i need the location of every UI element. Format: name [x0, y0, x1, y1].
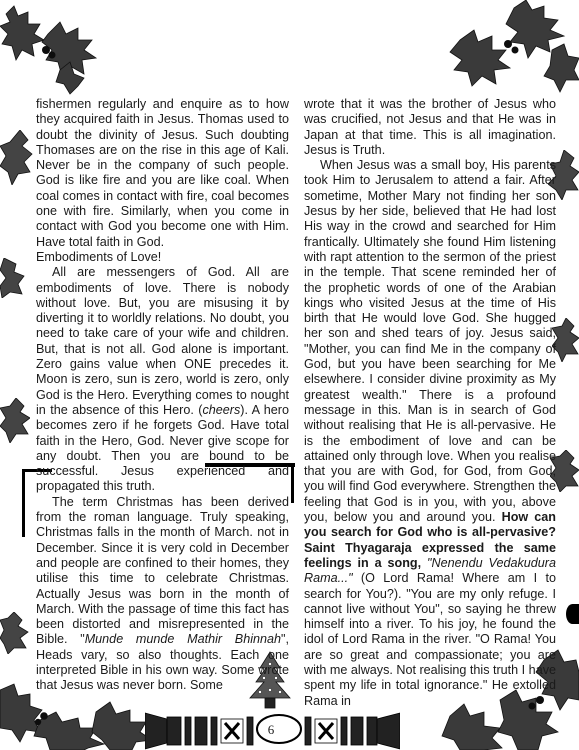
holly-top-left — [0, 0, 115, 95]
holly-top-right — [440, 0, 579, 95]
holly-leaf-left-edge-3 — [0, 398, 30, 443]
scan-blot — [566, 604, 579, 624]
holly-leaf-icon — [0, 6, 44, 60]
left-column — [36, 97, 289, 694]
holly-leaf-icon — [552, 318, 579, 362]
paragraph: wrote that it was the brother of Jesus who was crucified, not Jesus and that He was in Japan at that time. This is all imagination. Jesus is Truth. — [304, 97, 556, 157]
pen-mark-bracket-side — [22, 469, 25, 537]
paragraph: When Jesus was a small boy, His parents took Him to Jerusalem to attend a fair. After sometime, Mother Mary not finding her son Jesus by her side, believed that He had lost His way in the crowd and searched for Him frantically. Ultimately she found Him listening with rapt attention to the sermon of the priest in the temple. That scene reminded her of the prophetic words of one of the Arabian kings who visited Jesus at the time of His birth that He would love God. She hugged her son and shed tears of joy. Jesus said, "Mother, you can find Me in the company of God, but you have been searching for Me elsewhere. I consider divine proximity as My greatest wealth." There is a profound message in this. Man is in search of God without realising that He is all-pervasive. He is the embodiment of love and can be attained only through love. When you realise that you are with God, for God, from God, you will find God everywhere. Strengthen the feeling that God is in you, with you, above you, below you and around you. How can you search for God who is all-pervasive? Saint Thyagaraja expressed the same feelings in a song, "Nenendu Vedakudura Rama..." (O Lord Rama! Where am I to search for You?). "You are my only refuge. I cannot live without You", so saying he threw himself into a river. To his joy, he found the idol of Lord Rama in the river. "O Rama! You are so great and compassionate; you are with me always. Not realising this truth I have spent my life in total ignorance." He extolled Rama in — [304, 158, 557, 708]
paragraph: fishermen regularly and enquire as to how they acquired faith in Jesus. Thomas used to doubt the divinity of Jesus. Such doubting Thomases are on the rise in this age of Kali. Never be in the company of such people. God is like fire and you are like coal. When coal comes in contact with fire, coal becomes one with fire. Similarly, when you come in contact with God you become one with Him. Have total faith in God. — [36, 97, 289, 249]
holly-berry-icon — [49, 52, 56, 59]
page-number: 6 — [267, 722, 275, 737]
holly-leaf-left-edge-1 — [0, 130, 34, 185]
holly-berry-icon — [42, 46, 50, 54]
italic-quote: Munde munde Mathir Bhinnah — [84, 632, 282, 647]
holly-leaf-icon — [0, 258, 24, 298]
right-column — [304, 97, 556, 709]
holly-leaf-icon — [0, 398, 30, 443]
section-heading: Embodiments of Love! — [36, 249, 162, 264]
holly-berry-icon — [512, 47, 519, 54]
holly-leaf-icon — [0, 612, 28, 654]
pen-mark-vertical — [291, 463, 294, 503]
italic-text: cheers — [202, 402, 241, 417]
holly-leaf-right-edge-2 — [552, 318, 579, 362]
holly-berry-icon — [40, 712, 48, 720]
holly-leaf-left-edge-4 — [0, 612, 30, 654]
holly-leaf-icon — [450, 30, 510, 86]
paragraph: All are messengers of God. All are embodiments of love. There is nobody without love. But, you are misusing it by diverting it to worldly relations. No doubt, you need to take care of your wife and children. But, that is not all. God alone is important. Zero gains value when ONE precedes it. Moon is zero, sun is zero, world is zero, only God is the Hero. Everything comes to nought in the absence of this Hero. (cheers). A hero becomes zero if he forgets God. Have total faith in the Hero, God. Never give scope for any doubt. Then you are bound to be successful. Jesus experienced and propagated this truth. — [36, 265, 290, 494]
holly-leaf-icon — [0, 130, 32, 185]
paragraph: The term Christmas has been derived from the roman language. Truly speaking, Christmas falls in the month of March. not in December. Since it is very cold in December and people are confined to their homes, they utilise this time to celebrate Christmas. Actually Jesus was born in the month of March. With the passage of time this fact has been distorted and misrepresented in the Bible. "Munde munde Mathir Bhinnah", Heads vary, so also thoughts. Each one interpreted Bible in his own way. Some wrote that Jesus was never born. Some — [36, 494, 289, 693]
holly-berry-icon — [504, 40, 512, 48]
holly-leaf-icon — [442, 704, 502, 750]
bold-text: How can you search for God who is all-pervasive? Saint Thyagaraja expressed the same feelings in a song, — [304, 510, 556, 570]
italic-quote: "Nenendu Vedakudura Rama..." — [304, 555, 557, 586]
holly-leaf-left-edge-2 — [0, 258, 26, 298]
holly-berry-icon — [35, 719, 41, 725]
